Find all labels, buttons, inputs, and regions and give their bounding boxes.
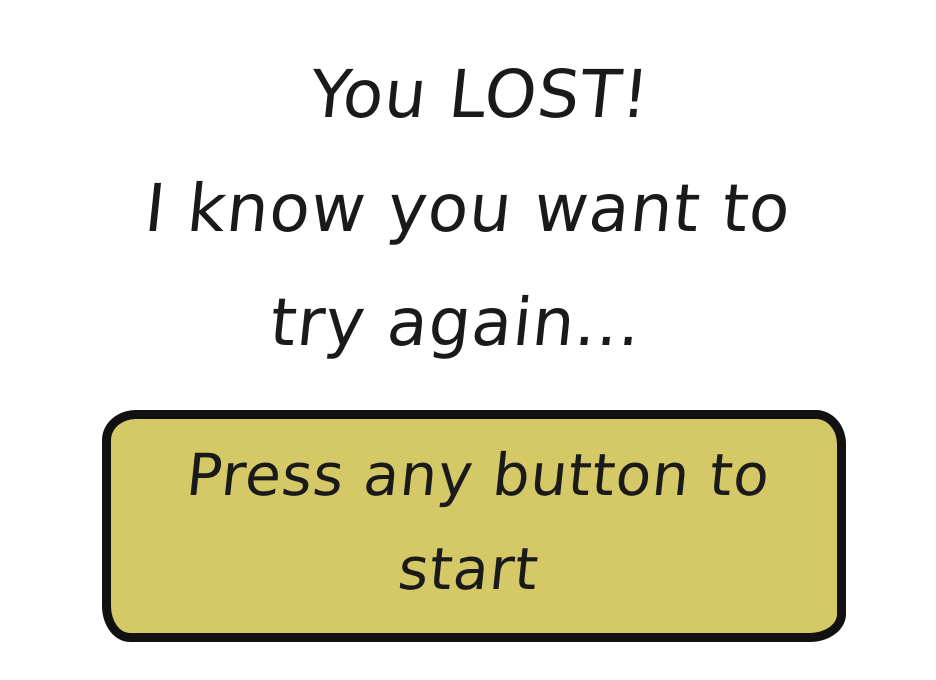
- start-button-label-line-1: Press any button to: [183, 441, 775, 509]
- start-button-label-line-2: start: [395, 535, 543, 603]
- try-again-line-2: try again...: [266, 284, 646, 361]
- lost-title: You LOST!: [306, 56, 654, 133]
- start-button[interactable]: [102, 410, 846, 642]
- try-again-line-1: I know you want to: [141, 170, 795, 247]
- start-button-label: [173, 428, 776, 616]
- game-over-message: [0, 38, 936, 380]
